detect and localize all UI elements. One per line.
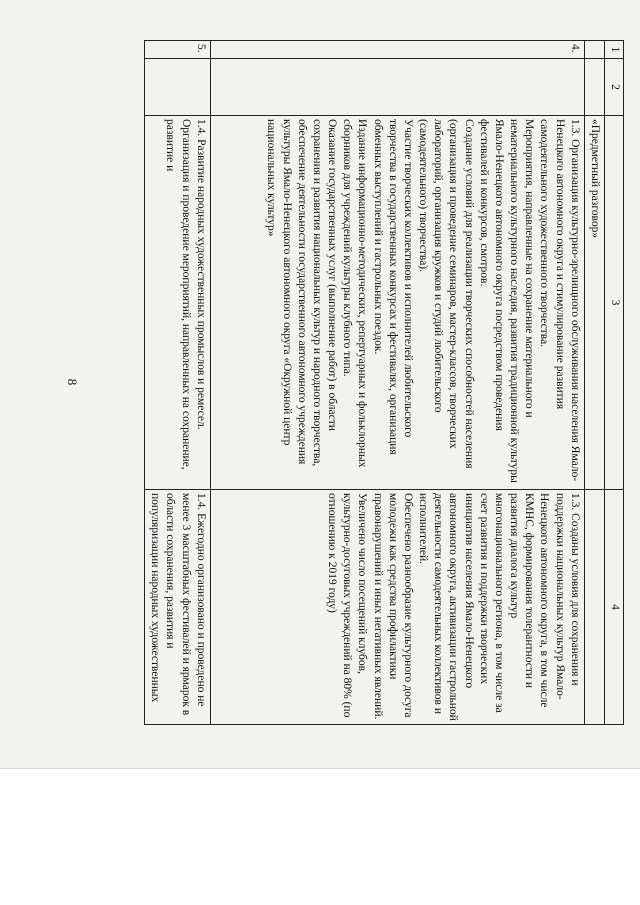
row-col2 — [210, 59, 584, 116]
header-cell-2: 2 — [605, 59, 624, 116]
paragraph: Издание информационно-методических, репертуарных и фольклорных сборников для учреждений культуры клубного типа. — [341, 119, 369, 468]
paragraph: Участие творческих коллективов и исполнителей любительского творчества в государственных конкурсах и фестивалях, организация обменных выступлений и гастрольных поездок. — [371, 119, 414, 455]
row-activities — [210, 116, 584, 490]
paragraph: 1.3. Организация культурно-зрелищного обслуживания населения Ямало-Ненецкого автономного округа и стимулирование развития самодеятельного художественного творчества. — [538, 119, 581, 482]
paragraph: 1.4. Развитие народных художественных промыслов и ремесел. — [194, 119, 207, 430]
row-col2 — [145, 59, 211, 116]
paragraph: Мероприятия, направленные на сохранение материального и нематериального культурного наследия, развития традиционной культуры Ямало-Ненецкого автономного округа посредством проведения фестивалей и конкурсов, смотров. — [477, 119, 536, 483]
row-activities — [145, 116, 211, 490]
table-row — [210, 41, 584, 725]
paragraph: Оказание государственных услуг (выполнение работ) в области сохранения и развития национальных культур и народного творчества, обеспечение деятельности государственного автономного учреждения культуры Ямало-Ненецкого автономного округа «Окружной центр национальных культур» — [265, 119, 339, 467]
header-cell-1: 1 — [605, 41, 624, 59]
header-cell-4: 4 — [605, 490, 624, 725]
header-cell-3: 3 — [605, 116, 624, 490]
page-number: 8 — [65, 378, 80, 386]
paragraph: Увеличено число посещений клубов, культурно-досуговых учреждений на 80% (по отношению к 2019 году) — [326, 493, 369, 718]
subheader-cell: «Предметный разговор» — [584, 116, 604, 490]
paragraph: 1.4. Ежегодно организовано и проведено не менее 3 масштабных фестивалей и ярмарок в области сохранения, развития и популяризации народных художественных — [149, 493, 207, 716]
paragraph: Обеспечено разнообразие культурного досуга молодежи как средства профилактики правонарушений и иных негативных явлений. — [371, 493, 414, 720]
paragraph: Организация и проведение мероприятий, направленных на сохранение, развитие и — [164, 119, 192, 470]
row-number: 4. — [210, 41, 584, 59]
program-table — [144, 40, 624, 725]
subheader-row — [584, 41, 604, 725]
table-row — [145, 41, 211, 725]
row-results — [210, 490, 584, 725]
row-number: 5. — [145, 41, 211, 59]
paragraph: 1.3. Созданы условия для сохранения и поддержки национальных культур Ямало-Ненецкого автономного округа, в том числе КМНС, формирования толерантности и развития диалога культур многонационального региона, в том числе за счет развития и поддержки творческих инициатив населения Ямало-Ненецкого автономного округа, активизации гастрольной деятельности самодеятельных коллективов и исполнителей. — [417, 493, 581, 721]
rotated-table-container — [100, 40, 624, 724]
header-row — [605, 41, 624, 725]
row-results — [145, 490, 211, 725]
paragraph: Создание условий для реализации творческих способностей населения (организация и проведение семинаров, мастер-классов, творческих лабораторий, организация кружков и студий любительского (самодеятельного) творчества). — [417, 119, 475, 469]
